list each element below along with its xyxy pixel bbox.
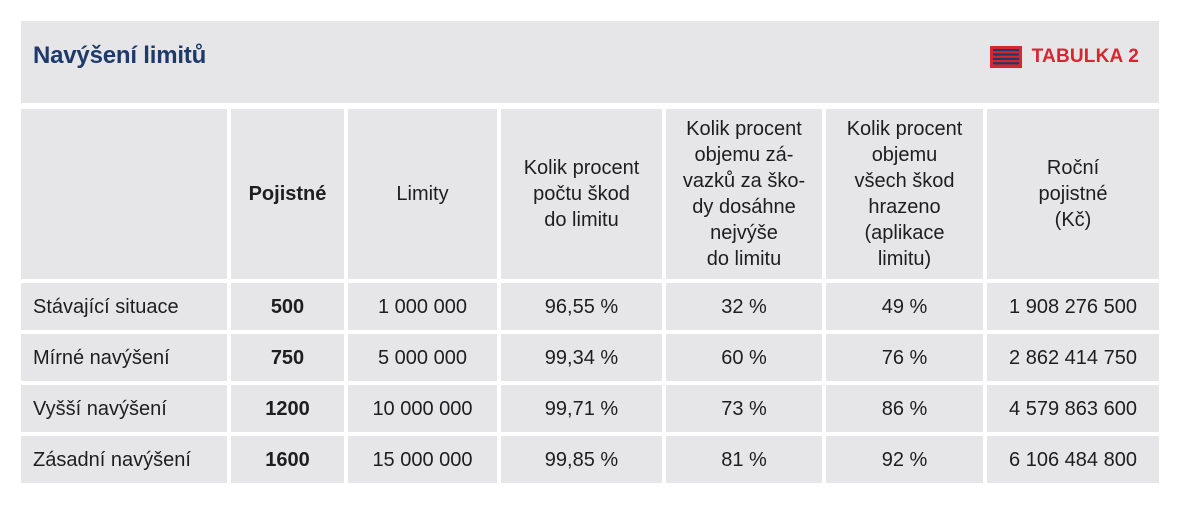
column-header-liability-volume-pct [666,109,822,279]
table-cell-annual-premium: 1 908 276 500 [987,283,1159,330]
row-label: Stávající situace [21,283,227,330]
row-label: Zásadní navýšení [21,436,227,483]
table-cell-premium: 500 [231,283,344,330]
column-header-text: Kolik procent objemu všech škod hrazeno (aplikace limitu) [846,118,963,270]
table-cell-claims-paid-pct: 92 % [826,436,983,483]
column-header-text: Kolik procent objemu zá- vazků za ško- dy dosáhne nejvýše do limitu [682,118,806,270]
row-label: Mírné navýšení [21,334,227,381]
table-cell-premium: 1600 [231,436,344,483]
column-header-limit [348,109,497,279]
table-cell-limit: 1 000 000 [348,283,497,330]
table-title: Navýšení limitů [33,42,207,69]
table-cell-claims-paid-pct: 76 % [826,334,983,381]
column-header-text: Limity [396,183,449,205]
table-cell-claims-paid-pct: 86 % [826,385,983,432]
table-cell-annual-premium: 4 579 863 600 [987,385,1159,432]
table-cell-liability-volume-pct: 81 % [666,436,822,483]
table-panel [21,21,1159,482]
table-cell-annual-premium: 2 862 414 750 [987,334,1159,381]
table-badge [990,46,1139,68]
table-badge-label: TABULKA 2 [1031,46,1139,67]
table-cell-limit: 10 000 000 [348,385,497,432]
column-header-label [21,109,227,279]
table-cell-claims-count-pct: 99,85 % [501,436,662,483]
table-cell-limit: 5 000 000 [348,334,497,381]
column-header-text: Roční pojistné (Kč) [1038,157,1108,231]
table-cell-limit: 15 000 000 [348,436,497,483]
table-cell-annual-premium: 6 106 484 800 [987,436,1159,483]
row-label: Vyšší navýšení [21,385,227,432]
column-header-claims-paid-pct [826,109,983,279]
column-header-annual-premium [987,109,1159,279]
table-cell-claims-count-pct: 96,55 % [501,283,662,330]
column-header-premium [231,109,344,279]
table-cell-claims-paid-pct: 49 % [826,283,983,330]
table-cell-premium: 1200 [231,385,344,432]
table-cell-liability-volume-pct: 73 % [666,385,822,432]
column-header-claims-count-pct [501,109,662,279]
column-header-text: Pojistné [248,183,327,205]
table-cell-claims-count-pct: 99,34 % [501,334,662,381]
table-icon [990,46,1022,68]
table-cell-claims-count-pct: 99,71 % [501,385,662,432]
table-cell-liability-volume-pct: 32 % [666,283,822,330]
column-header-text: Kolik procent počtu škod do limitu [523,157,640,231]
table-header-bar [21,21,1159,103]
table-cell-liability-volume-pct: 60 % [666,334,822,381]
table-cell-premium: 750 [231,334,344,381]
